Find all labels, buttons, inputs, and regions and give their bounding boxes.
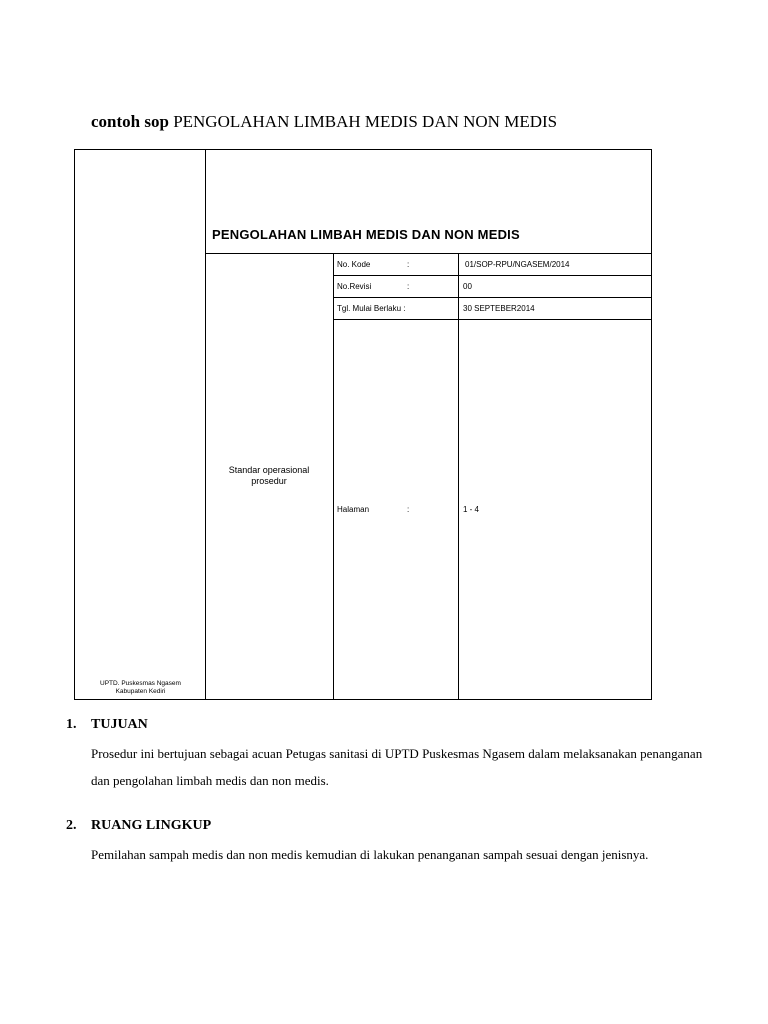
section-title: RUANG LINGKUP [91,818,212,833]
section-tujuan [66,717,706,794]
divider-row-3 [333,319,652,320]
table-border-left [74,149,75,700]
organization-region: Kabupaten Kediri [115,688,166,695]
halaman-value: 1 - 4 [463,505,480,514]
sop-title: PENGOLAHAN LIMBAH MEDIS DAN NON MEDIS [212,227,520,242]
kode-colon: : [407,260,410,269]
divider-label-column [333,253,334,700]
tgl-berlaku-value: 30 SEPTEBER2014 [463,304,535,313]
table-border-top [74,149,652,150]
document-title-prefix: contoh sop [91,112,169,131]
divider-logo-column [205,149,206,700]
section-ruang-lingkup [66,818,706,868]
kode-value: 01/SOP-RPU/NGASEM/2014 [465,260,570,269]
section-body: Prosedur ini bertujuan sebagai acuan Petugas sanitasi di UPTD Puskesmas Ngasem dalam melaksanakan penanganan dan pengolahan limbah medis dan non medis. [91,746,703,788]
halaman-label: Halaman [337,505,370,514]
sop-header-table [74,149,652,700]
section-title: TUJUAN [91,717,148,732]
sop-type-label-line1: Standar operasional [228,465,310,475]
document-title-main: PENGOLAHAN LIMBAH MEDIS DAN NON MEDIS [173,112,558,131]
revisi-colon: : [407,282,410,291]
section-number: 2. [66,818,77,833]
divider-value-column [458,253,459,700]
sop-type-label-line2: prosedur [251,476,287,486]
section-heading [66,717,706,733]
table-border-right [651,149,652,700]
revisi-value: 00 [463,282,472,291]
section-number: 1. [66,717,77,732]
halaman-colon: : [407,505,410,514]
tgl-berlaku-label: Tgl. Mulai Berlaku : [337,304,406,313]
organization-label [74,680,207,696]
organization-name: UPTD. Puskesmas Ngasem [100,680,181,687]
divider-row-1 [333,275,652,276]
kode-label: No. Kode [337,260,371,269]
section-heading [66,818,706,834]
section-body: Pemilahan sampah medis dan non medis kemudian di lakukan penanganan sampah sesuai dengan jenisnya. [91,847,649,862]
sop-type-label [205,465,333,487]
revisi-label: No.Revisi [337,282,372,291]
divider-row-2 [333,297,652,298]
table-border-bottom [74,699,652,700]
divider-title-row [205,253,652,254]
document-title [91,112,557,132]
